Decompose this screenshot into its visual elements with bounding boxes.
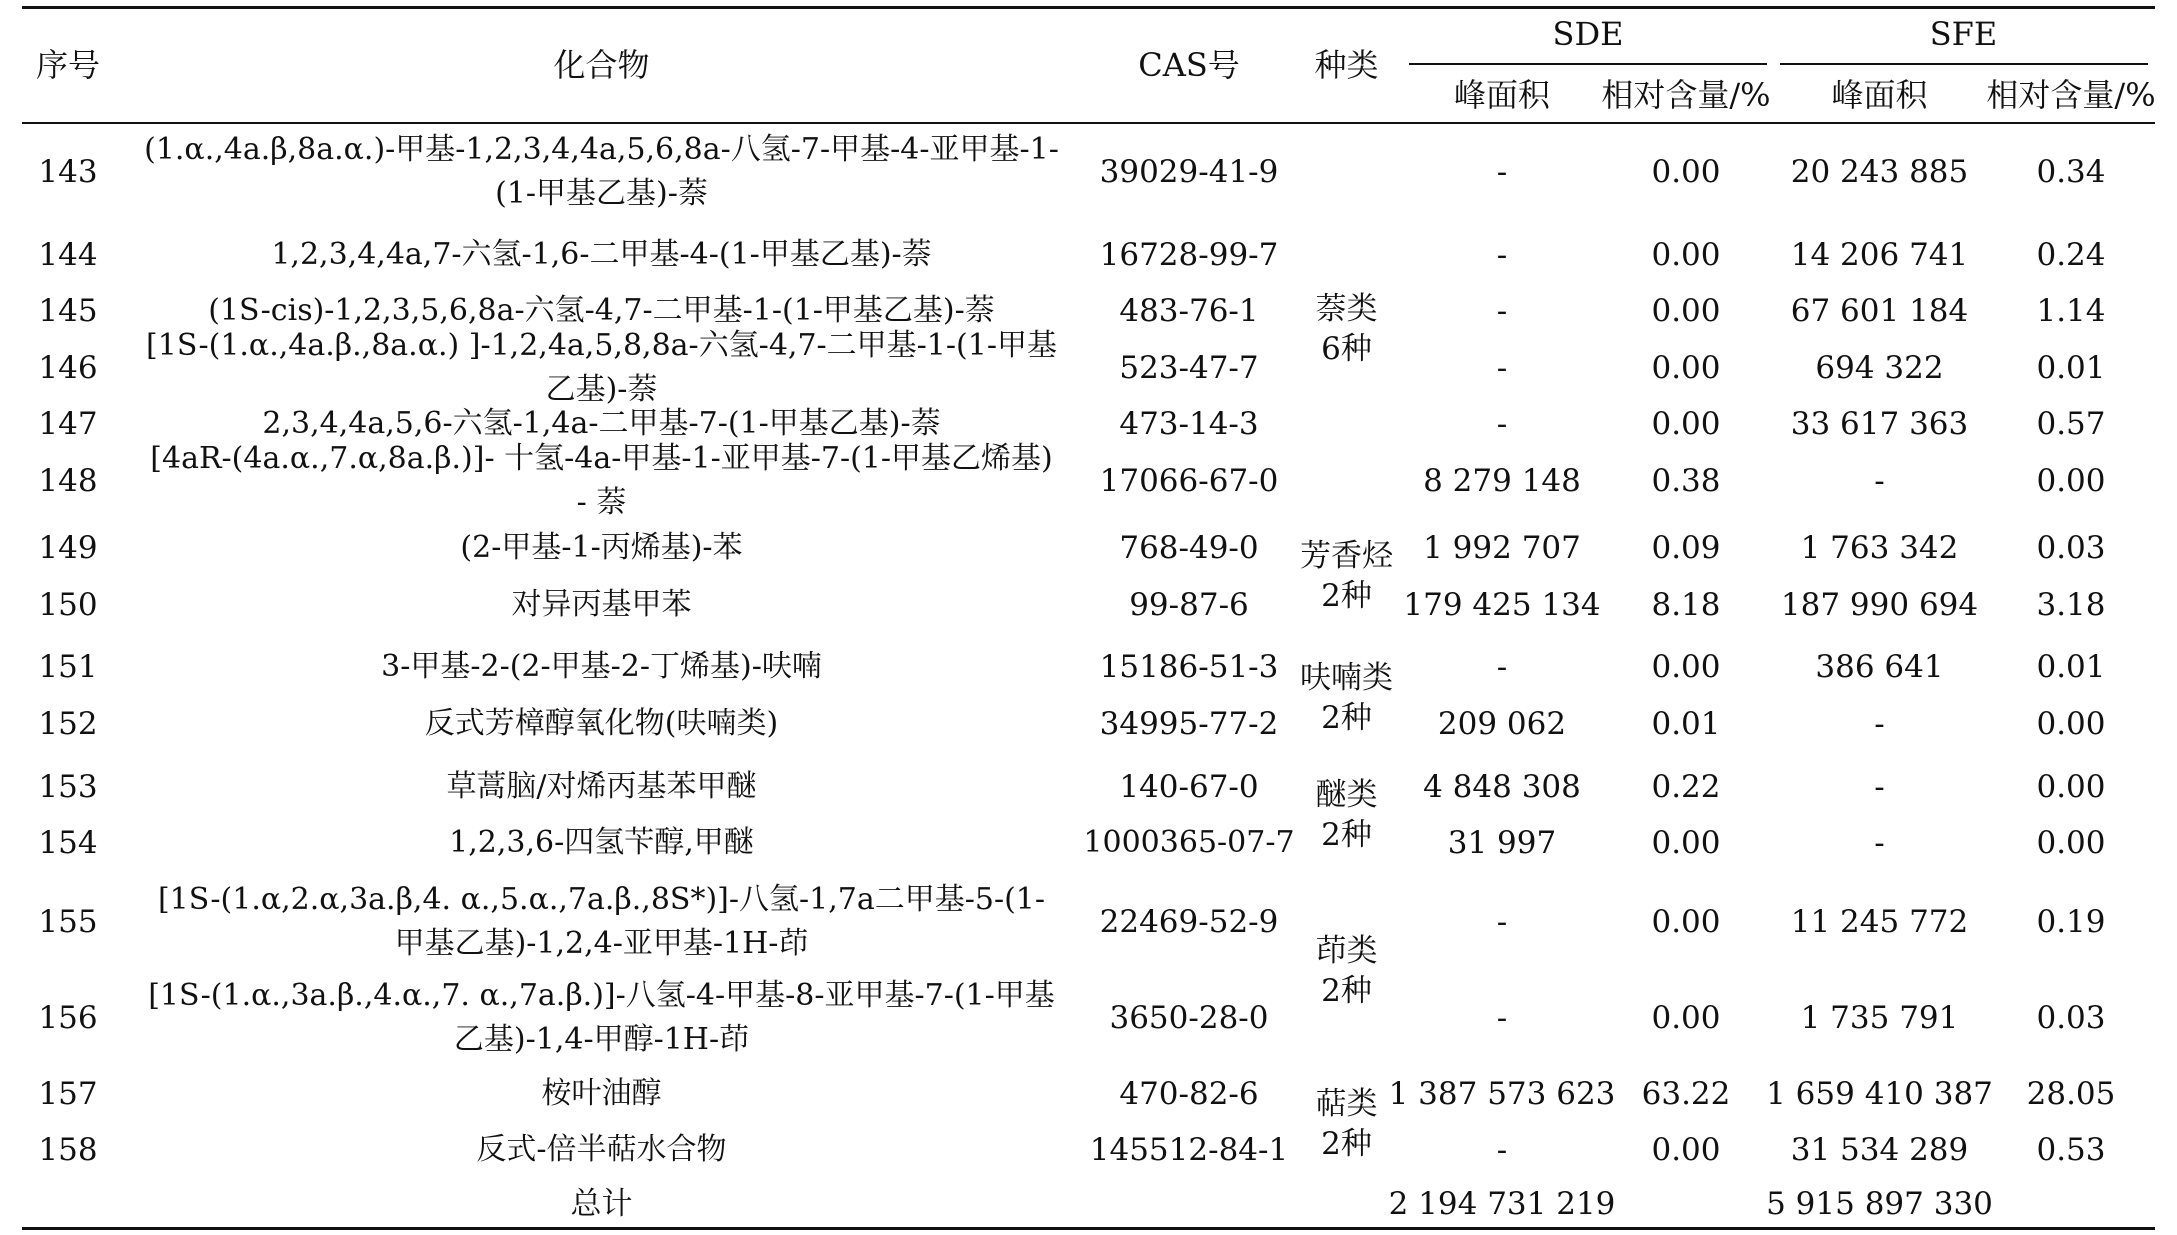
row-sde-peak-area: - xyxy=(1496,350,1508,386)
row-sfe-peak-area: - xyxy=(1874,463,1885,499)
header-sde-peak-area: 峰面积 xyxy=(1453,76,1550,114)
row-sfe-rel-content: 0.24 xyxy=(2036,237,2106,273)
row-no: 156 xyxy=(38,1000,98,1036)
row-cas: 768-49-0 xyxy=(1119,530,1259,566)
row-cas: 99-87-6 xyxy=(1129,587,1249,623)
row-compound: 2,3,4,4a,5,6-六氢-1,4a-二甲基-7-(1-甲基乙基)-萘 xyxy=(262,406,941,441)
row-sfe-peak-area: 14 206 741 xyxy=(1790,237,1969,273)
row-sde-peak-area: - xyxy=(1496,293,1508,329)
row-sfe-peak-area: 11 245 772 xyxy=(1790,904,1969,940)
row-sfe-rel-content: 0.03 xyxy=(2036,1000,2106,1036)
row-sfe-rel-content: 0.03 xyxy=(2036,530,2106,566)
row-sde-peak-area: 4 848 308 xyxy=(1423,769,1581,805)
row-sfe-rel-content: 0.57 xyxy=(2036,406,2106,442)
row-cas: 39029-41-9 xyxy=(1099,154,1279,190)
row-no: 144 xyxy=(38,237,98,273)
row-sde-peak-area: - xyxy=(1496,1132,1508,1168)
row-sfe-peak-area: 1 763 342 xyxy=(1800,530,1959,566)
row-sfe-peak-area: 694 322 xyxy=(1815,350,1944,386)
row-sfe-peak-area: - xyxy=(1874,825,1885,861)
row-sde-peak-area: - xyxy=(1496,154,1508,190)
row-sfe-peak-area: - xyxy=(1874,706,1885,742)
row-sde-rel-content: 63.22 xyxy=(1641,1076,1731,1112)
row-sfe-rel-content: 0.34 xyxy=(2036,154,2106,190)
row-sde-peak-area: - xyxy=(1496,1000,1508,1036)
row-compound: [4aR-(4a.α.,7.α,8a.β.)]- 十氢-4a-甲基-1-亚甲基-7-(1-甲基乙烯基) - 萘 xyxy=(150,441,1053,520)
row-cas: 34995-77-2 xyxy=(1099,706,1279,742)
row-no: 148 xyxy=(38,463,98,499)
row-compound: (1.α.,4a.β,8a.α.)-甲基-1,2,3,4,4a,5,6,8a-八氢-7-甲基-4-亚甲基-1-(1-甲基乙基)-萘 xyxy=(144,132,1059,211)
row-compound: 反式芳樟醇氧化物(呋喃类) xyxy=(424,706,779,741)
row-no: 155 xyxy=(38,904,98,940)
row-cas: 523-47-7 xyxy=(1119,350,1259,386)
row-sde-rel-content: 0.00 xyxy=(1651,406,1721,442)
row-sfe-rel-content: 0.19 xyxy=(2036,904,2106,940)
row-sfe-rel-content: 1.14 xyxy=(2036,293,2106,329)
table-rule-head xyxy=(22,122,2155,124)
row-sde-rel-content: 0.01 xyxy=(1651,706,1721,742)
category-count: 6种 xyxy=(1321,331,1372,367)
row-sde-peak-area: 1 387 573 623 xyxy=(1388,1076,1616,1112)
row-sfe-peak-area: 33 617 363 xyxy=(1790,406,1969,442)
row-sde-rel-content: 0.00 xyxy=(1651,1132,1721,1168)
row-no: 151 xyxy=(38,649,98,685)
row-sde-rel-content: 0.00 xyxy=(1651,154,1721,190)
header-compound: 化合物 xyxy=(553,46,650,84)
row-cas: 483-76-1 xyxy=(1119,293,1259,329)
row-sde-rel-content: 0.00 xyxy=(1651,237,1721,273)
row-sfe-rel-content: 0.00 xyxy=(2036,769,2106,805)
row-no: 143 xyxy=(38,154,98,190)
category-name: 茚类 xyxy=(1315,933,1378,969)
row-sde-peak-area: 209 062 xyxy=(1437,706,1567,742)
row-compound: 草蒿脑/对烯丙基苯甲醚 xyxy=(446,769,757,804)
row-sde-peak-area: - xyxy=(1496,406,1508,442)
header-sfe: SFE xyxy=(1929,15,1998,53)
table-rule-bottom xyxy=(22,1227,2155,1230)
sde-group-rule xyxy=(1409,63,1767,65)
row-compound: [1S-(1.α,2.α,3a.β,4. α.,5.α.,7a.β.,8S*)]-八氢-1,7a二甲基-5-(1-甲基乙基)-1,2,4-亚甲基-1H-茚 xyxy=(157,882,1046,961)
row-compound: (2-甲基-1-丙烯基)-苯 xyxy=(460,530,743,565)
row-sde-rel-content: 8.18 xyxy=(1651,587,1721,623)
row-no: 157 xyxy=(38,1076,98,1112)
row-sde-peak-area: - xyxy=(1496,904,1508,940)
row-sfe-peak-area: 386 641 xyxy=(1815,649,1944,685)
row-cas: 15186-51-3 xyxy=(1099,649,1279,685)
row-cas: 3650-28-0 xyxy=(1109,1000,1269,1036)
row-sde-rel-content: 0.00 xyxy=(1651,350,1721,386)
row-no: 150 xyxy=(38,587,98,623)
row-compound: 对异丙基甲苯 xyxy=(511,587,692,622)
row-sde-peak-area: - xyxy=(1496,237,1508,273)
table-rule-top xyxy=(22,6,2155,9)
row-compound: 桉叶油醇 xyxy=(541,1076,662,1111)
row-sfe-rel-content: 28.05 xyxy=(2026,1076,2116,1112)
row-sde-peak-area: 8 279 148 xyxy=(1423,463,1581,499)
category-name: 萜类 xyxy=(1315,1086,1378,1122)
row-compound: [1S-(1.α.,3a.β.,4.α.,7. α.,7a.β.)]-八氢-4-甲基-8-亚甲基-7-(1-甲基乙基)-1,4-甲醇-1H-茚 xyxy=(148,978,1055,1057)
total-label: 总计 xyxy=(570,1186,633,1222)
row-sde-rel-content: 0.38 xyxy=(1651,463,1721,499)
row-sfe-rel-content: 3.18 xyxy=(2036,587,2106,623)
row-sfe-peak-area: 67 601 184 xyxy=(1790,293,1969,329)
row-sfe-rel-content: 0.01 xyxy=(2036,350,2106,386)
header-sde-rel-content: 相对含量/% xyxy=(1601,76,1771,114)
row-sfe-rel-content: 0.00 xyxy=(2036,706,2106,742)
row-compound: 1,2,3,4,4a,7-六氢-1,6-二甲基-4-(1-甲基乙基)-萘 xyxy=(271,237,932,272)
row-sfe-peak-area: 1 735 791 xyxy=(1800,1000,1959,1036)
category-count: 2种 xyxy=(1321,578,1372,614)
category-count: 2种 xyxy=(1321,1126,1372,1162)
header-sfe-peak-area: 峰面积 xyxy=(1831,76,1928,114)
row-sfe-rel-content: 0.01 xyxy=(2036,649,2106,685)
row-sde-peak-area: 1 992 707 xyxy=(1423,530,1581,566)
row-no: 158 xyxy=(38,1132,98,1168)
sfe-group-rule xyxy=(1780,63,2148,65)
row-compound: 1,2,3,6-四氢苄醇,甲醚 xyxy=(449,825,754,860)
row-cas: 22469-52-9 xyxy=(1099,904,1279,940)
total-sde-peak-area: 2 194 731 219 xyxy=(1388,1186,1616,1222)
row-sfe-peak-area: - xyxy=(1874,769,1885,805)
row-cas: 473-14-3 xyxy=(1119,406,1259,442)
row-sde-peak-area: 179 425 134 xyxy=(1403,587,1601,623)
row-no: 146 xyxy=(38,350,98,386)
header-sfe-rel-content: 相对含量/% xyxy=(1986,76,2156,114)
row-cas: 1000365-07-7 xyxy=(1083,825,1295,860)
row-no: 147 xyxy=(38,406,98,442)
row-compound: 反式-倍半萜水合物 xyxy=(476,1132,727,1167)
row-sfe-peak-area: 20 243 885 xyxy=(1790,154,1969,190)
row-compound: (1S-cis)-1,2,3,5,6,8a-六氢-4,7-二甲基-1-(1-甲基乙基)-萘 xyxy=(208,293,995,328)
header-cas: CAS号 xyxy=(1138,46,1240,84)
row-cas: 16728-99-7 xyxy=(1099,237,1279,273)
row-sfe-rel-content: 0.00 xyxy=(2036,825,2106,861)
row-no: 154 xyxy=(38,825,98,861)
row-cas: 17066-67-0 xyxy=(1099,463,1279,499)
row-compound: 3-甲基-2-(2-甲基-2-丁烯基)-呋喃 xyxy=(381,649,822,684)
row-sfe-rel-content: 0.53 xyxy=(2036,1132,2106,1168)
row-sde-rel-content: 0.00 xyxy=(1651,293,1721,329)
header-sde: SDE xyxy=(1552,15,1624,53)
row-no: 152 xyxy=(38,706,98,742)
row-sde-rel-content: 0.00 xyxy=(1651,904,1721,940)
category-name: 醚类 xyxy=(1315,777,1378,813)
row-sfe-peak-area: 187 990 694 xyxy=(1780,587,1979,623)
row-sde-rel-content: 0.00 xyxy=(1651,825,1721,861)
row-sde-rel-content: 0.00 xyxy=(1651,649,1721,685)
category-name: 呋喃类 xyxy=(1300,660,1393,696)
row-sfe-peak-area: 1 659 410 387 xyxy=(1766,1076,1993,1112)
row-sde-peak-area: 31 997 xyxy=(1447,825,1557,861)
row-no: 153 xyxy=(38,769,98,805)
total-sfe-peak-area: 5 915 897 330 xyxy=(1766,1186,1993,1222)
category-name: 萘类 xyxy=(1315,291,1378,327)
header-category: 种类 xyxy=(1314,46,1379,84)
row-sde-rel-content: 0.09 xyxy=(1651,530,1721,566)
row-sde-rel-content: 0.00 xyxy=(1651,1000,1721,1036)
row-cas: 470-82-6 xyxy=(1119,1076,1259,1112)
row-no: 149 xyxy=(38,530,98,566)
row-cas: 140-67-0 xyxy=(1119,769,1259,805)
row-sfe-peak-area: 31 534 289 xyxy=(1790,1132,1969,1168)
header-no: 序号 xyxy=(35,46,100,84)
row-sde-rel-content: 0.22 xyxy=(1651,769,1721,805)
row-sde-peak-area: - xyxy=(1496,649,1508,685)
category-count: 2种 xyxy=(1321,973,1372,1009)
row-no: 145 xyxy=(38,293,98,329)
row-cas: 145512-84-1 xyxy=(1089,1132,1289,1168)
row-compound: [1S-(1.α.,4a.β.,8a.α.) ]-1,2,4a,5,8,8a-六氢-4,7-二甲基-1-(1-甲基乙基)-萘 xyxy=(146,328,1057,407)
row-sfe-rel-content: 0.00 xyxy=(2036,463,2106,499)
category-count: 2种 xyxy=(1321,700,1372,736)
category-count: 2种 xyxy=(1321,817,1372,853)
category-name: 芳香烃 xyxy=(1300,538,1393,574)
